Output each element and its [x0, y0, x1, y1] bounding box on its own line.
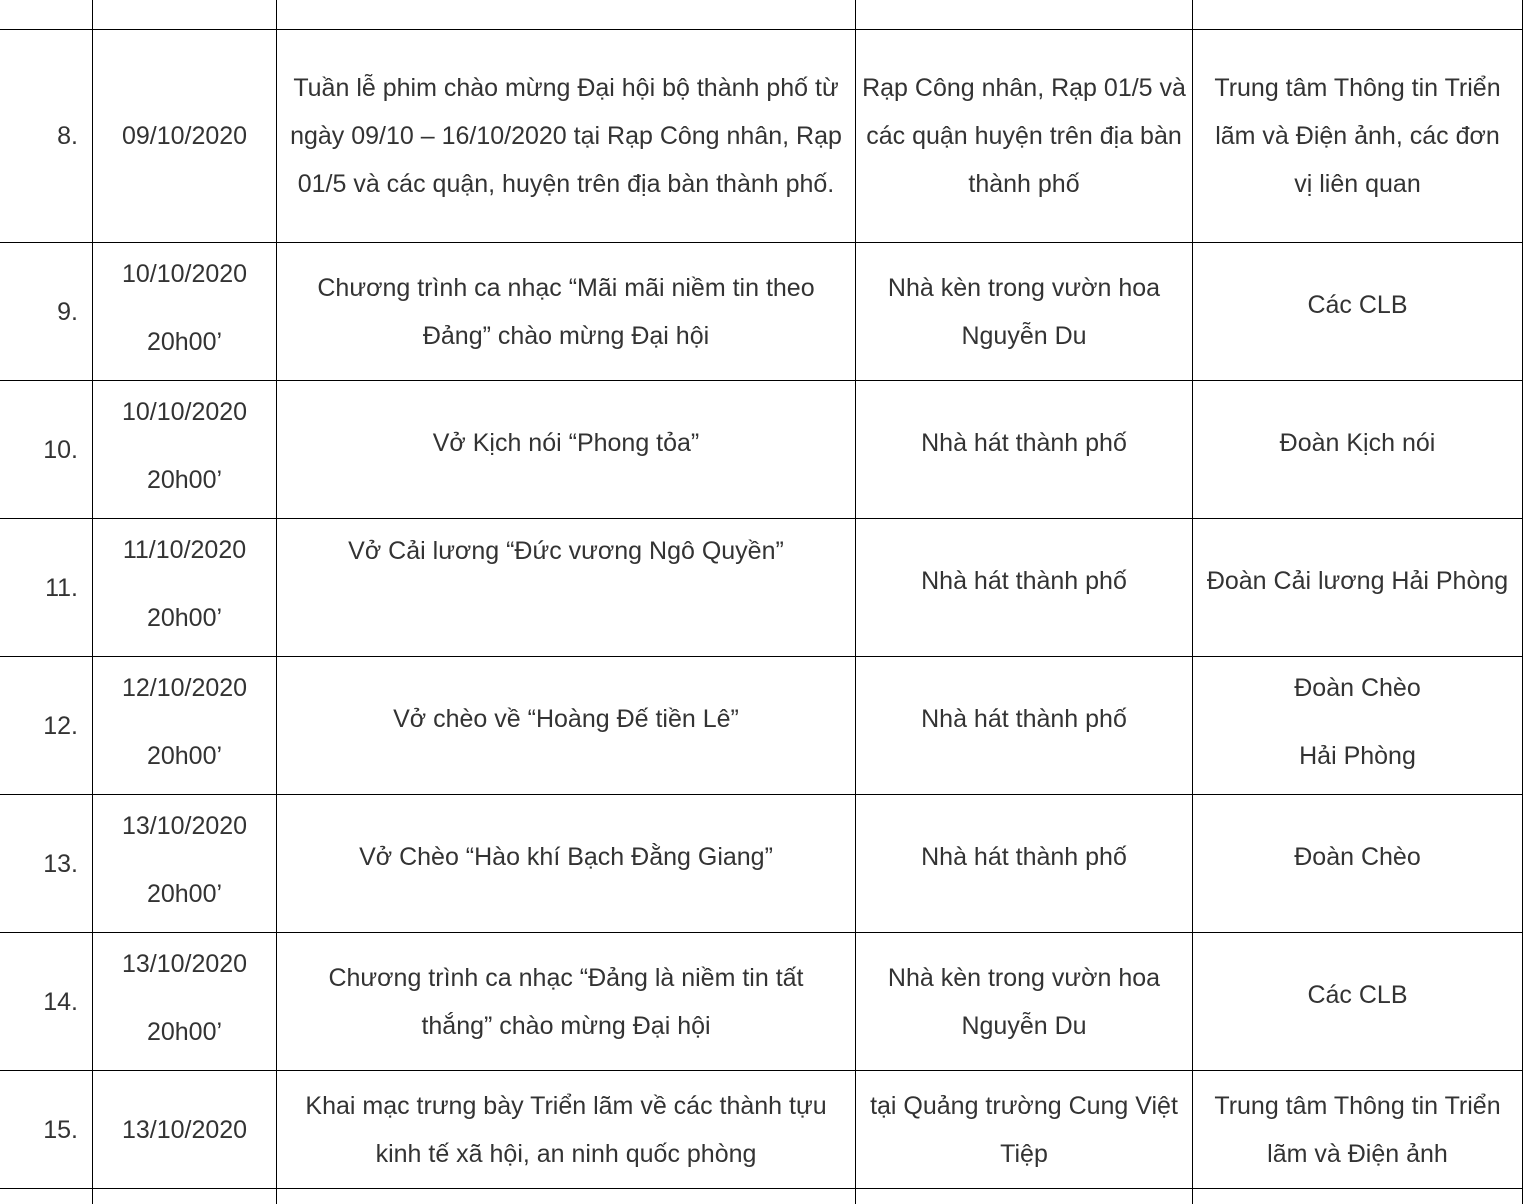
- row-location: tại Quảng trường Cung Việt Tiệp: [870, 1091, 1178, 1168]
- row-location: [856, 519, 1192, 656]
- row-location: Nhà kèn trong vườn hoa Nguyễn Du: [887, 273, 1161, 350]
- time-text: 20h00’: [146, 879, 223, 908]
- unit-text: Các CLB: [1307, 290, 1408, 319]
- row-date: [93, 1071, 276, 1188]
- date-text: 13/10/2020: [121, 811, 248, 840]
- row-content: Chương trình ca nhạc “Đảng là niềm tin tất thắng” chào mừng Đại hội: [328, 963, 804, 1040]
- row-number: 13.: [43, 849, 78, 878]
- row-location: [856, 795, 1192, 932]
- row-unit: [1193, 243, 1522, 380]
- row-unit: [1193, 381, 1522, 518]
- row-content: Tuần lễ phim chào mừng Đại hội bộ thành phố từ ngày 09/10 – 16/10/2020 tại Rạp Công nhân, Rạp 01/5 và các quận, huyện trên địa bàn thành phố.: [290, 74, 842, 198]
- date-text: 13/10/2020: [121, 1115, 248, 1144]
- row-unit: Trung tâm Thông tin Triển lãm và Điện ảnh: [1214, 1091, 1501, 1168]
- row-location: [856, 657, 1192, 794]
- content-text: Vở Chèo “Hào khí Bạch Đằng Giang”: [359, 842, 773, 871]
- unit-text: Đoàn Chèo: [1294, 842, 1421, 871]
- row-number: 12.: [43, 711, 78, 740]
- row-number: 10.: [43, 435, 78, 464]
- date-text: 12/10/2020: [121, 673, 248, 702]
- unit-text: Đoàn Kịch nói: [1279, 428, 1436, 457]
- row-date: [93, 519, 276, 656]
- row-content: Khai mạc trưng bày Triển lãm về các thành tựu kinh tế xã hội, an ninh quốc phòng: [305, 1091, 827, 1168]
- time-text: 20h00’: [146, 327, 223, 356]
- row-unit: [1193, 519, 1522, 656]
- location-text: Nhà hát thành phố: [921, 704, 1127, 733]
- row-date: [93, 933, 276, 1070]
- row-number: 9.: [57, 297, 78, 326]
- unit-text: Đoàn Cải lương Hải Phòng: [1206, 566, 1509, 595]
- date-text: 09/10/2020: [121, 122, 248, 150]
- time-text: 20h00’: [146, 603, 223, 632]
- row-date: [93, 243, 276, 380]
- row-content: [277, 657, 855, 794]
- location-text: Nhà hát thành phố: [921, 842, 1127, 871]
- row-number: 15.: [43, 1115, 78, 1144]
- row-date: [93, 30, 276, 242]
- date-text: 11/10/2020: [122, 535, 247, 564]
- time-text: 20h00’: [146, 465, 223, 494]
- row-location: [856, 381, 1192, 518]
- row-date: [93, 657, 276, 794]
- row-location: Nhà kèn trong vườn hoa Nguyễn Du: [887, 963, 1161, 1040]
- row-content: [277, 795, 855, 932]
- location-text: Nhà hát thành phố: [921, 566, 1127, 595]
- grid-line: [1522, 0, 1523, 1204]
- date-text: 10/10/2020: [121, 397, 248, 426]
- row-unit: Trung tâm Thông tin Triển lãm và Điện ảnh, các đơn vị liên quan: [1214, 74, 1501, 198]
- unit-text-line2: Hải Phòng: [1299, 741, 1416, 770]
- row-date: [93, 795, 276, 932]
- content-text: Vở Kịch nói “Phong tỏa”: [432, 428, 700, 457]
- row-number: 8.: [57, 122, 78, 150]
- row-number: 14.: [43, 987, 78, 1016]
- row-content: [277, 381, 855, 518]
- content-text: Vở chèo về “Hoàng Đế tiền Lê”: [393, 704, 739, 733]
- row-unit: [1193, 933, 1522, 1070]
- date-text: 13/10/2020: [121, 949, 248, 978]
- location-text: Nhà hát thành phố: [921, 428, 1127, 457]
- row-unit: [1193, 657, 1522, 794]
- unit-text: Các CLB: [1307, 980, 1408, 1009]
- time-text: 20h00’: [146, 741, 223, 770]
- date-text: 10/10/2020: [121, 259, 248, 288]
- unit-text: Đoàn Chèo: [1294, 673, 1421, 702]
- row-content: Vở Cải lương “Đức vương Ngô Quyền”: [348, 537, 784, 565]
- row-content: Chương trình ca nhạc “Mãi mãi niềm tin theo Đảng” chào mừng Đại hội: [317, 273, 815, 350]
- row-unit: [1193, 795, 1522, 932]
- time-text: 20h00’: [146, 1017, 223, 1046]
- grid-line: [0, 1188, 1523, 1189]
- row-number: 11.: [45, 573, 78, 602]
- row-location: Rạp Công nhân, Rạp 01/5 và các quận huyện trên địa bàn thành phố: [862, 74, 1186, 198]
- row-date: [93, 381, 276, 518]
